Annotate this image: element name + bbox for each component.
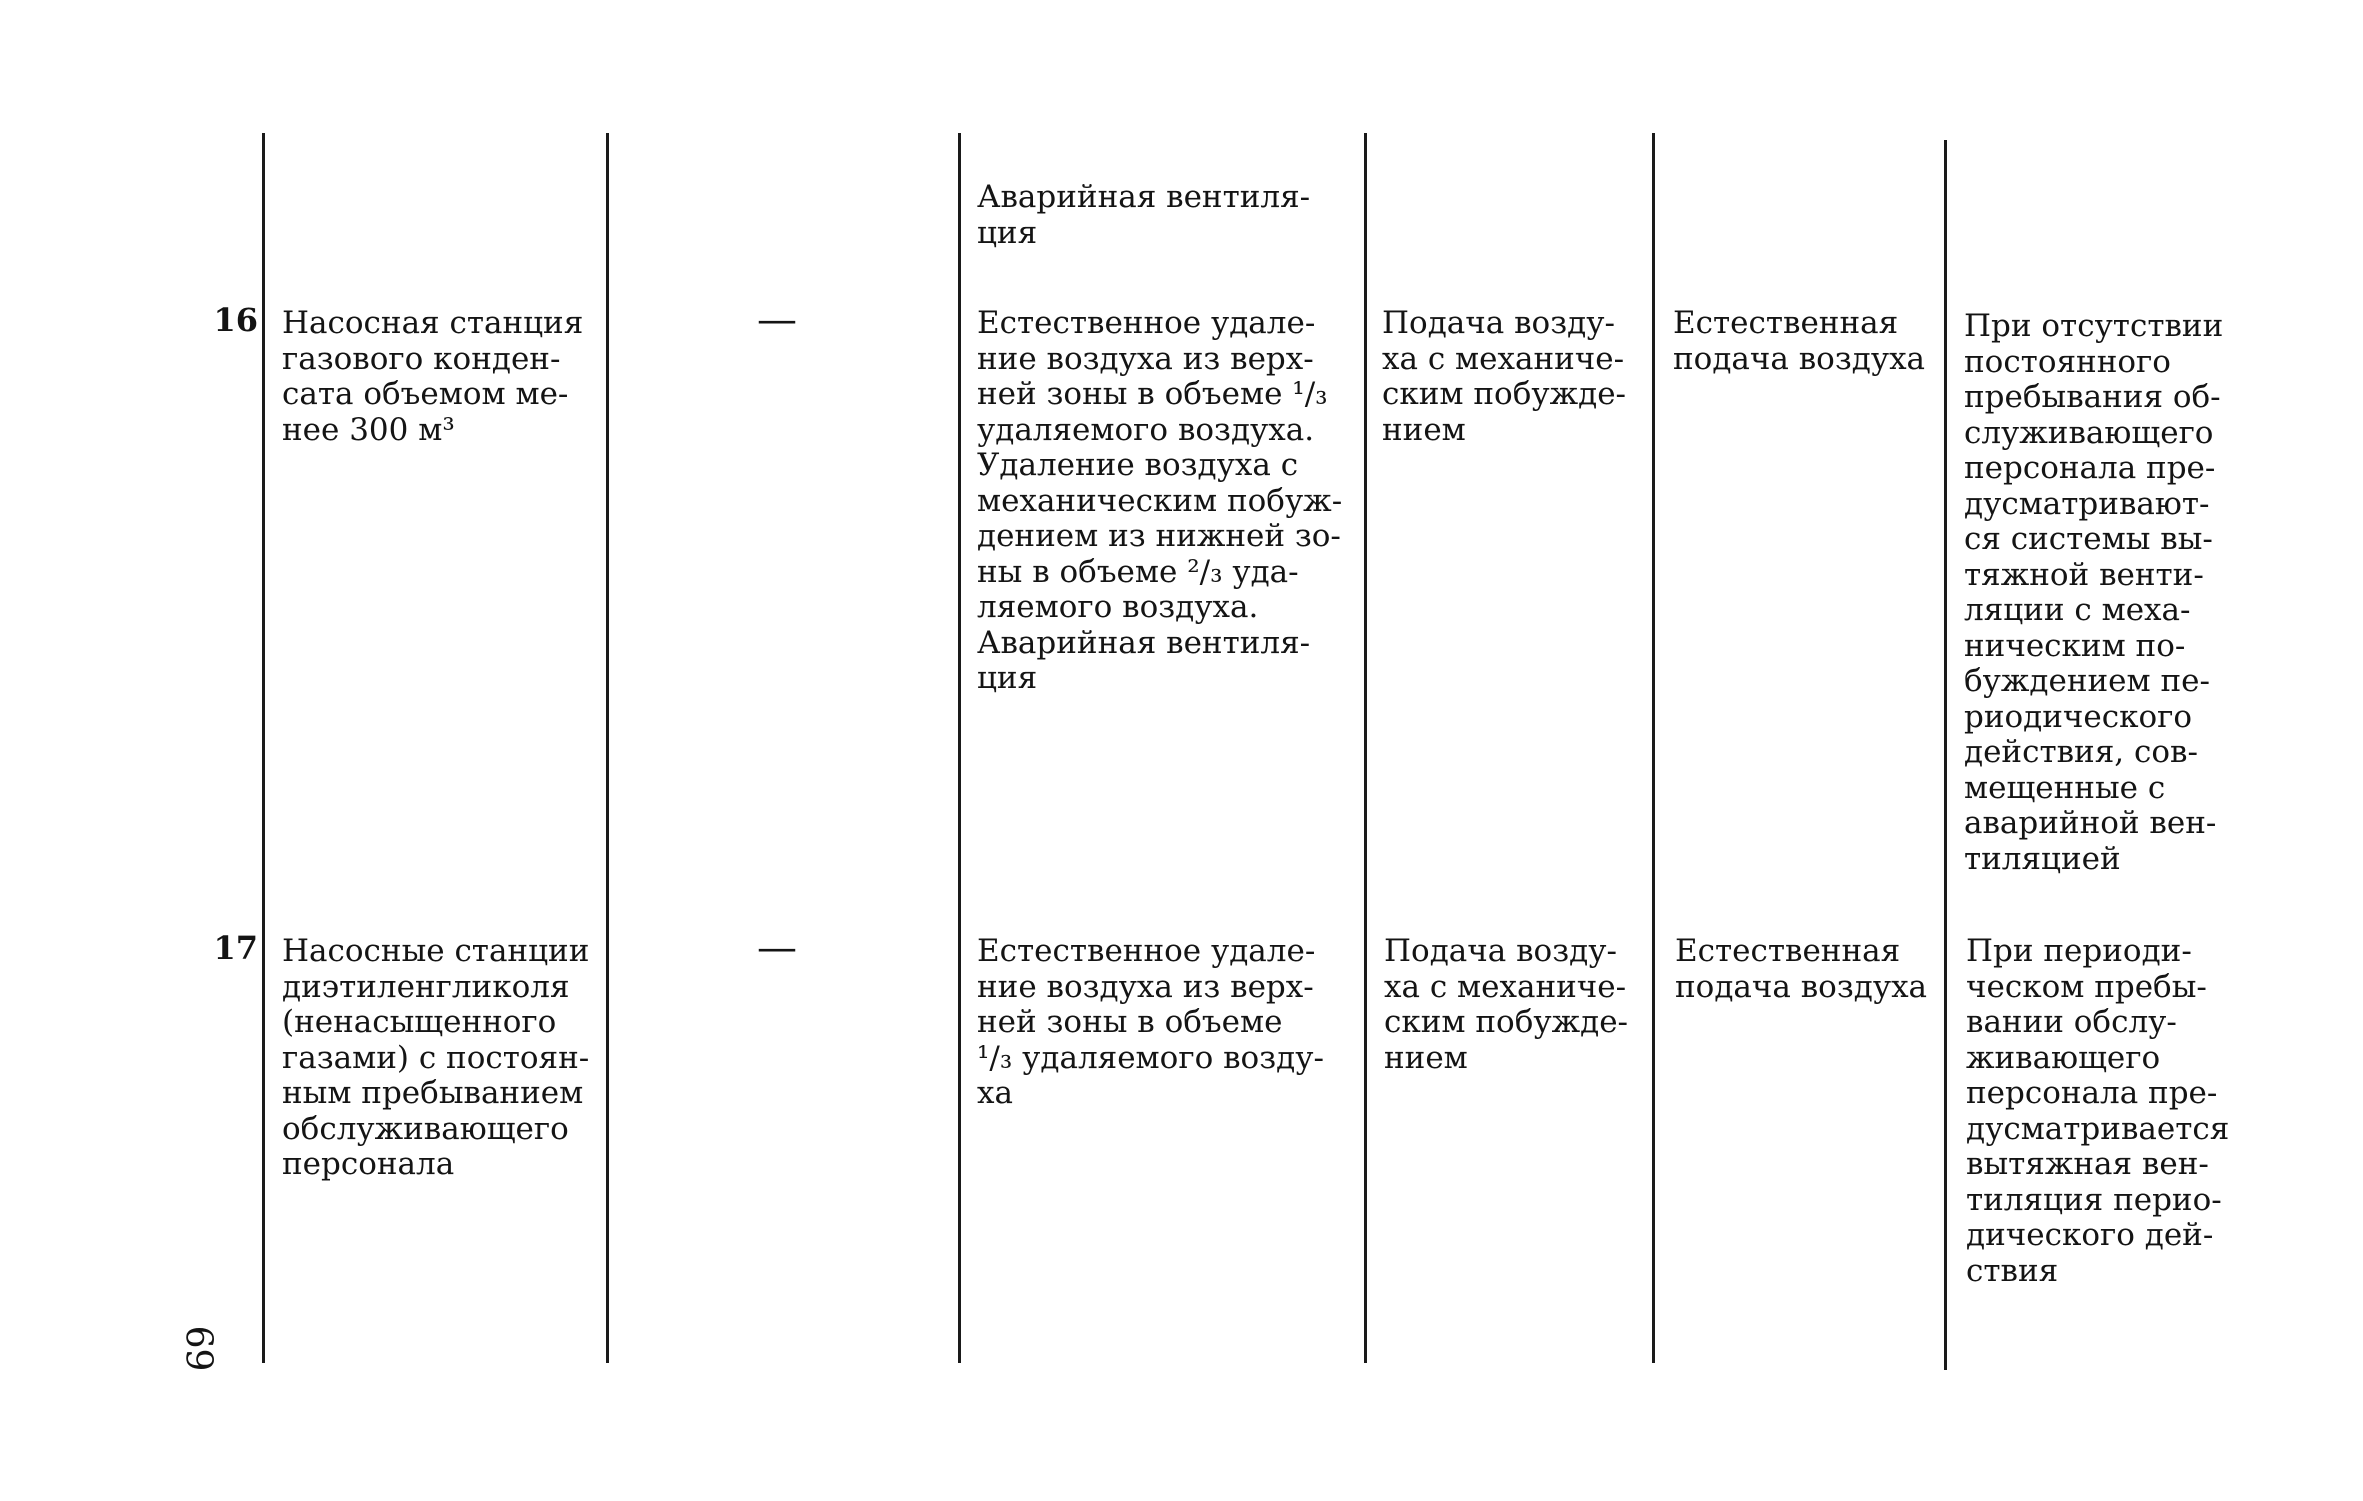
supply-description: Подача возду- ха с механиче- ским побужде- нием (1384, 933, 1629, 1076)
supply-alt-description: Естественная подача воздуха (1675, 933, 1928, 1005)
empty-cell-dash: — (757, 297, 797, 343)
row-number: 16 (213, 301, 258, 339)
column-rule-1 (262, 133, 265, 1363)
exhaust-description: Естественное удале- ние воздуха из верх- ней зоны в объеме ¹/₃ удаляемого возду- ха (977, 933, 1324, 1111)
page-number: 69 (177, 1325, 219, 1372)
supply-description: Подача возду- ха с механиче- ским побужде- нием (1382, 305, 1627, 448)
note: При периоди- ческом пребы- вании обслу- живающего персонала пре- дусматривается вытяжная вен- тиляция перио- дического дей- ствия (1966, 933, 2230, 1289)
column-rule-5 (1652, 133, 1655, 1363)
room-name: Насосные станции диэтиленгликоля (ненасыщенного газами) с постоян- ным пребыванием обслуживающего персонала (282, 933, 590, 1182)
column-rule-3 (958, 133, 961, 1363)
column-rule-6 (1944, 140, 1947, 1370)
empty-cell-dash: — (757, 925, 797, 971)
exhaust-description: Естественное удале- ние воздуха из верх- ней зоны в объеме ¹/₃ удаляемого воздуха. Удаление воздуха с механическим побуж- дением из нижней зо- ны в объеме ²/₃ уда- ляемого воздуха. Аварийная вентиля- ция (977, 305, 1343, 696)
note: При отсутствии постоянного пребывания об- служивающего персонала пре- дусматривают- ся системы вы- тяжной венти- ляции с меха- ническим по- буждением пе- риодического действия, сов- мещенные с аварийной вен- тиляцией (1964, 308, 2224, 877)
supply-alt-description: Естественная подача воздуха (1673, 305, 1926, 377)
carryover-ventilation-text: Аварийная вентиля- ция (977, 179, 1311, 251)
row-number: 17 (213, 929, 258, 967)
room-name: Насосная станция газового конден- сата объемом ме- нее 300 м³ (282, 305, 584, 448)
column-rule-4 (1364, 133, 1367, 1363)
